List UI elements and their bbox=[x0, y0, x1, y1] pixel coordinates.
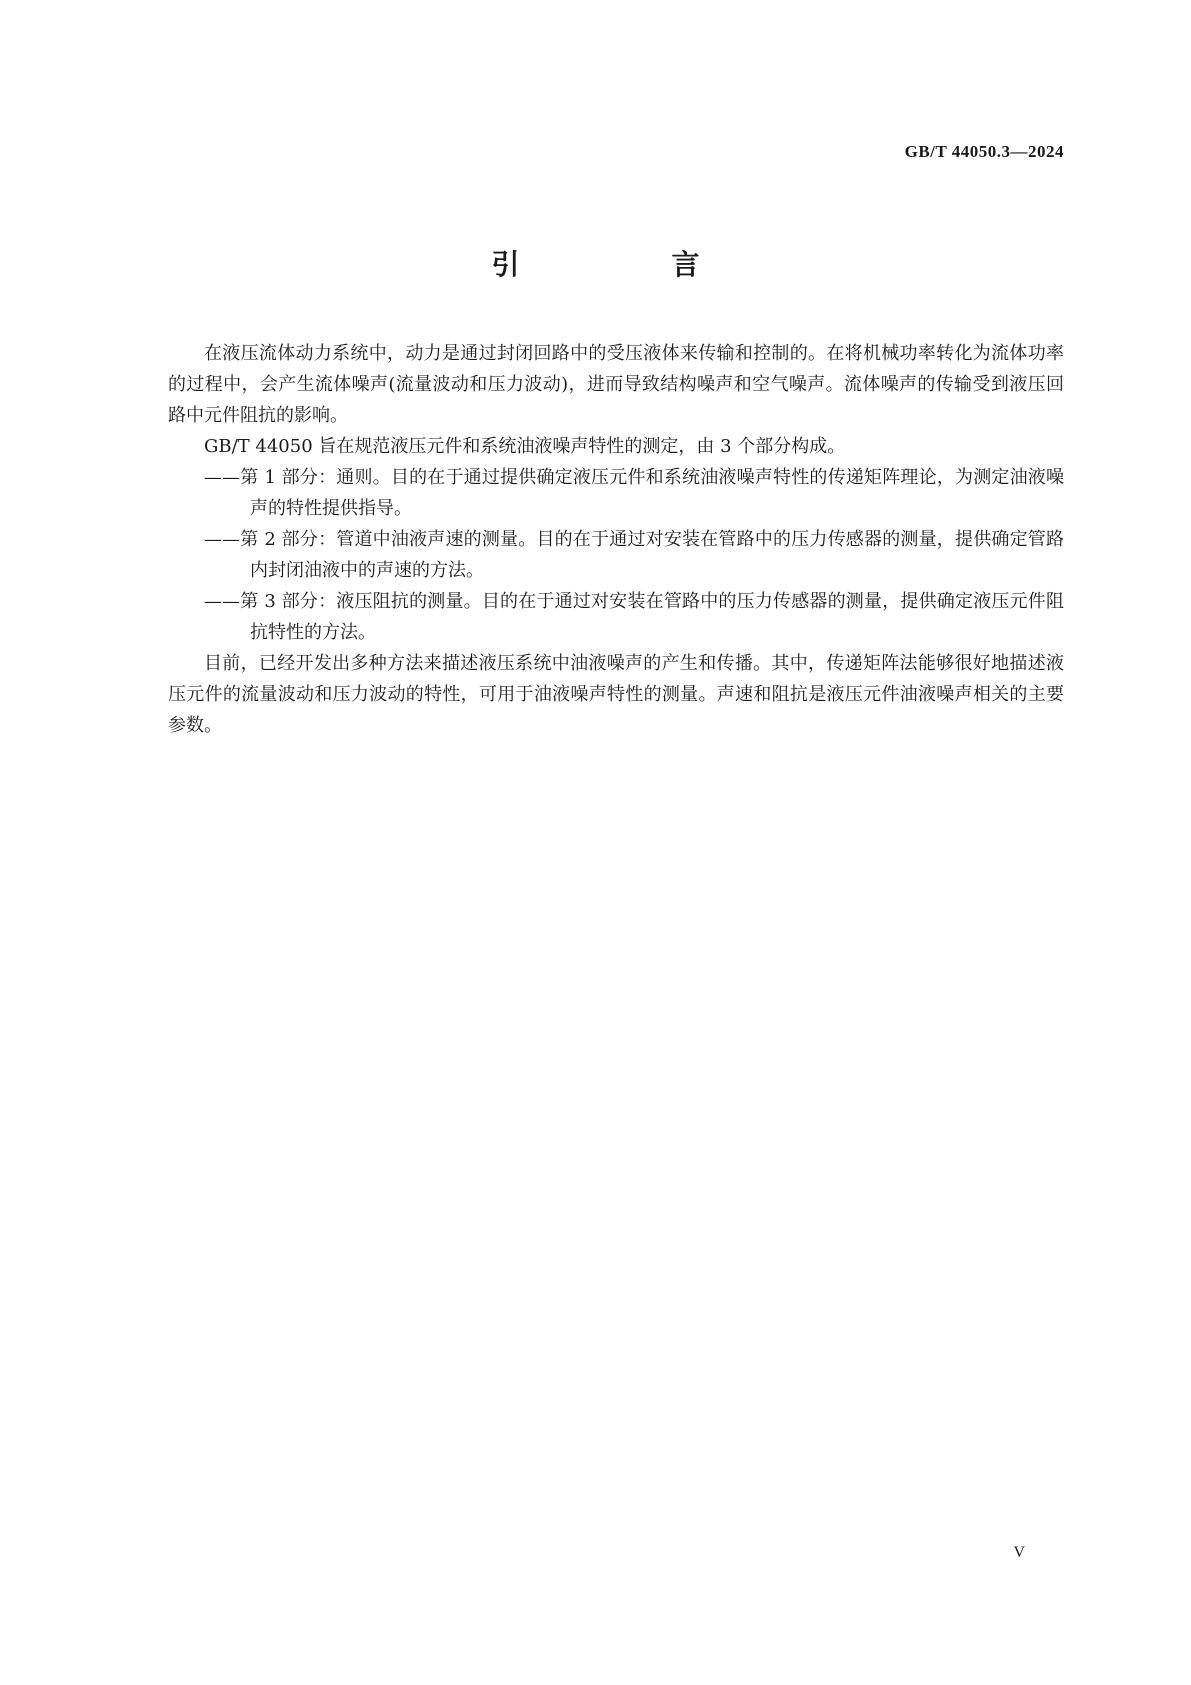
standard-number: GB/T 44050.3—2024 bbox=[904, 142, 1064, 161]
part-2-text: 第 2 部分：管道中油液声速的测量。目的在于通过对安装在管路中的压力传感器的测量，提供确定管路内封闭油液中的声速的方法。 bbox=[240, 529, 1064, 581]
page-number: V bbox=[1013, 1544, 1025, 1561]
closing-paragraph: 目前，已经开发出多种方法来描述液压系统中油液噪声的产生和传播。其中，传递矩阵法能够很好地描述液压元件的流量波动和压力波动的特性，可用于油液噪声特性的测量。声速和阻抗是液压元件油液噪声相关的主要参数。 bbox=[168, 653, 1064, 736]
part-list-item bbox=[168, 462, 1064, 524]
scope-paragraph: GB/T 44050 旨在规范液压元件和系统油液噪声特性的测定，由 3 个部分构成。 bbox=[204, 436, 846, 457]
part-1-text: 第 1 部分：通则。目的在于通过提供确定液压元件和系统油液噪声特性的传递矩阵理论，为测定油液噪声的特性提供指导。 bbox=[240, 467, 1064, 519]
part-list-item bbox=[168, 524, 1064, 586]
list-dash: —— bbox=[204, 467, 240, 488]
intro-paragraph: 在液压流体动力系统中，动力是通过封闭回路中的受压液体来传输和控制的。在将机械功率转化为流体功率的过程中，会产生流体噪声(流量波动和压力波动)，进而导致结构噪声和空气噪声。流体噪声的传输受到液压回路中元件阻抗的影响。 bbox=[168, 343, 1064, 426]
part-list-item bbox=[168, 586, 1064, 648]
body-text bbox=[168, 338, 1064, 741]
list-dash: —— bbox=[204, 529, 240, 550]
part-3-text: 第 3 部分：液压阻抗的测量。目的在于通过对安装在管路中的压力传感器的测量，提供确定液压元件阻抗特性的方法。 bbox=[240, 591, 1064, 643]
section-title: 引 言 bbox=[491, 248, 762, 281]
list-dash: —— bbox=[204, 591, 240, 612]
